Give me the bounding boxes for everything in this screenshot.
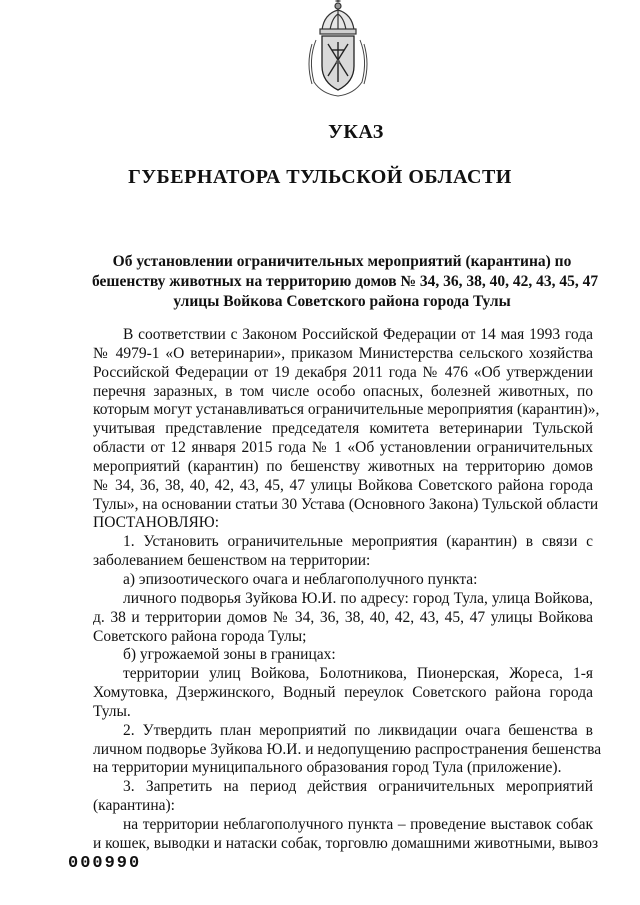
body-line: № 4979-1 «О ветеринарии», приказом Министерства сельского хозяйства xyxy=(93,344,593,362)
decree-body xyxy=(93,326,602,854)
body-line: личном подворье Зуйкова Ю.И. и недопущению распространения бешенства xyxy=(93,740,602,758)
decree-subject xyxy=(92,252,599,312)
body-line: (карантина): xyxy=(93,797,175,815)
body-line: 3. Запретить на период действия ограничительных мероприятий xyxy=(123,778,593,796)
body-line: 2. Утвердить план мероприятий по ликвидации очага бешенства в xyxy=(123,721,593,739)
body-line: В соответствии с Законом Российской Федерации от 14 мая 1993 года xyxy=(123,326,593,343)
body-line: на территории муниципального образования город Тула (приложение). xyxy=(93,759,562,777)
body-line: и кошек, выводки и натаски собак, торговлю домашними животными, вывоз xyxy=(93,834,599,852)
body-line: Советского района города Тулы; xyxy=(93,627,307,645)
tula-coat-of-arms-icon xyxy=(302,0,374,98)
subject-line: Об установлении ограничительных мероприятий (карантина) по xyxy=(112,253,572,270)
body-line: учитывая представление председателя комитета ветеринарии Тульской xyxy=(93,420,593,438)
body-line: № 34, 36, 38, 40, 42, 43, 45, 47 улицы Войкова Советского района города xyxy=(93,476,593,494)
body-line: д. 38 и территории домов № 34, 36, 38, 40, 42, 43, 45, 47 улицы Войкова xyxy=(93,608,593,626)
subject-line: улицы Войкова Советского района города Тулы xyxy=(173,293,511,310)
body-line: личного подворья Зуйкова Ю.И. по адресу: город Тула, улица Войкова, xyxy=(123,589,593,607)
subject-line: бешенству животных на территорию домов № 34, 36, 38, 40, 42, 43, 45, 47 xyxy=(92,273,599,290)
body-line: а) эпизоотического очага и неблагополучного пункта: xyxy=(123,570,478,588)
body-line: Хомутовка, Дзержинского, Водный переулок Советского района города xyxy=(93,684,593,702)
decree-authority: ГУБЕРНАТОРА ТУЛЬСКОЙ ОБЛАСТИ xyxy=(128,166,512,188)
body-line: 1. Установить ограничительные мероприятия (карантин) в связи с xyxy=(123,533,593,551)
body-line: мероприятий (карантин) по бешенству животных на территорию домов xyxy=(93,457,593,475)
body-line: заболеванием бешенством на территории: xyxy=(93,552,371,570)
body-line: б) угрожаемой зоны в границах: xyxy=(123,646,336,664)
body-line: ПОСТАНОВЛЯЮ: xyxy=(93,514,220,532)
serial-number: 000990 xyxy=(68,854,142,873)
body-line: Тулы. xyxy=(93,702,131,720)
body-line: перечня заразных, в том числе особо опасных, болезней животных, по xyxy=(93,382,593,400)
body-line: Российской Федерации от 19 декабря 2011 года № 476 «Об утверждении xyxy=(93,363,593,381)
body-line: территории улиц Войкова, Болотникова, Пионерская, Жореса, 1-я xyxy=(123,665,593,683)
body-line: Тулы», на основании статьи 30 Устава (Основного Закона) Тульской области xyxy=(93,495,599,513)
body-line: которым могут устанавливаться ограничительные мероприятия (карантин)», xyxy=(93,401,600,419)
body-line: области от 12 января 2015 года № 1 «Об установлении ограничительных xyxy=(93,439,593,457)
body-line: на территории неблагополучного пункта – проведение выставок собак xyxy=(123,815,593,833)
decree-title: УКАЗ xyxy=(328,121,384,143)
